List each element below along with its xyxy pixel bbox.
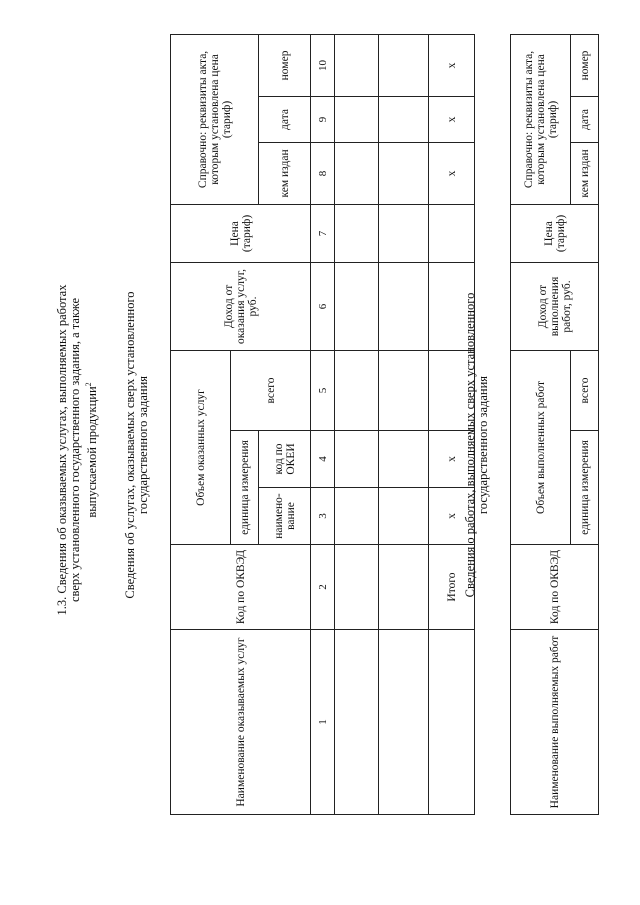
- table-cell[interactable]: [335, 262, 379, 350]
- works-subtitle-line1: Сведения о работах, выполняемых сверх установленного: [463, 292, 477, 598]
- footnote-mark: 2: [84, 382, 93, 387]
- table-cell[interactable]: [379, 545, 429, 630]
- total-c9: x: [429, 96, 475, 142]
- col-number: 10: [311, 34, 335, 96]
- services-subtitle-line1: Сведения об услугах, оказываемых сверх установленного: [123, 291, 137, 599]
- header-volume: Объем выполненных работ: [511, 350, 571, 544]
- table-cell[interactable]: [379, 350, 429, 430]
- table-cell[interactable]: [429, 204, 475, 262]
- table-cell[interactable]: [335, 96, 379, 142]
- header-total: всего: [571, 350, 599, 430]
- table-cell[interactable]: [379, 262, 429, 350]
- col-number: 7: [311, 204, 335, 262]
- header-issuer: кем издан: [259, 142, 311, 204]
- section-heading-line2: сверх установленного государственного задания, а также: [68, 297, 82, 603]
- table-cell[interactable]: [335, 34, 379, 96]
- total-c10: x: [429, 34, 475, 96]
- col-number: 5: [311, 350, 335, 430]
- table-cell[interactable]: [335, 630, 379, 815]
- col-number: 3: [311, 488, 335, 545]
- header-unit: единица измерения: [231, 431, 259, 545]
- col-number: 9: [311, 96, 335, 142]
- col-number: 6: [311, 262, 335, 350]
- header-work-name: Наименование выполняемых работ: [511, 630, 599, 815]
- header-income: Доход от выполнения работ, руб.: [511, 262, 599, 350]
- header-number: номер: [259, 34, 311, 96]
- header-service-name: Наименование оказываемых услуг: [171, 630, 311, 815]
- table-cell[interactable]: [335, 350, 379, 430]
- total-label: Итого: [429, 545, 475, 630]
- table-cell[interactable]: [335, 545, 379, 630]
- table-cell[interactable]: [335, 488, 379, 545]
- header-unit: единица измерения: [571, 431, 599, 545]
- total-c8: x: [429, 142, 475, 204]
- table-cell: [429, 630, 475, 815]
- section-heading: [56, 235, 99, 665]
- header-number: номер: [571, 34, 599, 96]
- col-number: 1: [311, 630, 335, 815]
- table-cell[interactable]: [335, 204, 379, 262]
- works-table: [510, 34, 599, 815]
- header-volume: Объем оказанных услуг: [171, 350, 231, 544]
- header-okved: Код по ОКВЭД: [511, 545, 599, 630]
- table-row: [379, 34, 429, 814]
- header-unit-name: наимено-вание: [259, 488, 311, 545]
- table-cell[interactable]: [379, 96, 429, 142]
- col-number: 4: [311, 431, 335, 488]
- table-cell[interactable]: [379, 142, 429, 204]
- column-number-row: [311, 34, 335, 814]
- header-okei: код по ОКЕИ: [259, 431, 311, 488]
- works-subtitle-line2: государственного задания: [476, 375, 490, 515]
- table-cell[interactable]: [379, 204, 429, 262]
- header-okved: Код по ОКВЭД: [171, 545, 311, 630]
- total-c4: x: [429, 431, 475, 488]
- works-subtitle: [464, 255, 490, 635]
- table-cell[interactable]: [379, 431, 429, 488]
- section-heading-line1: 1.3. Сведения об оказываемых услугах, выполняемых работах: [55, 284, 69, 616]
- services-subtitle-line2: государственного задания: [136, 375, 150, 515]
- col-number: 8: [311, 142, 335, 204]
- total-c3: x: [429, 488, 475, 545]
- header-date: дата: [571, 96, 599, 142]
- header-price: Цена (тариф): [171, 204, 311, 262]
- section-heading-line3-wrap: [82, 235, 99, 665]
- table-cell[interactable]: [379, 34, 429, 96]
- services-table: [170, 34, 475, 815]
- header-reference: Справочно: реквизиты акта, которым установлена цена (тариф): [171, 34, 259, 204]
- table-row: [335, 34, 379, 814]
- header-income: Доход от оказания услуг, руб.: [171, 262, 311, 350]
- section-heading-line3: выпускаемой продукции: [85, 386, 100, 518]
- table-cell[interactable]: [335, 142, 379, 204]
- services-subtitle: [124, 255, 150, 635]
- table-cell[interactable]: [379, 488, 429, 545]
- header-reference: Справочно: реквизиты акта, которым установлена цена (тариф): [511, 34, 571, 204]
- header-date: дата: [259, 96, 311, 142]
- col-number: 2: [311, 545, 335, 630]
- header-total: всего: [231, 350, 311, 430]
- table-cell[interactable]: [335, 431, 379, 488]
- header-price: Цена (тариф): [511, 204, 599, 262]
- header-issuer: кем издан: [571, 142, 599, 204]
- table-cell[interactable]: [379, 630, 429, 815]
